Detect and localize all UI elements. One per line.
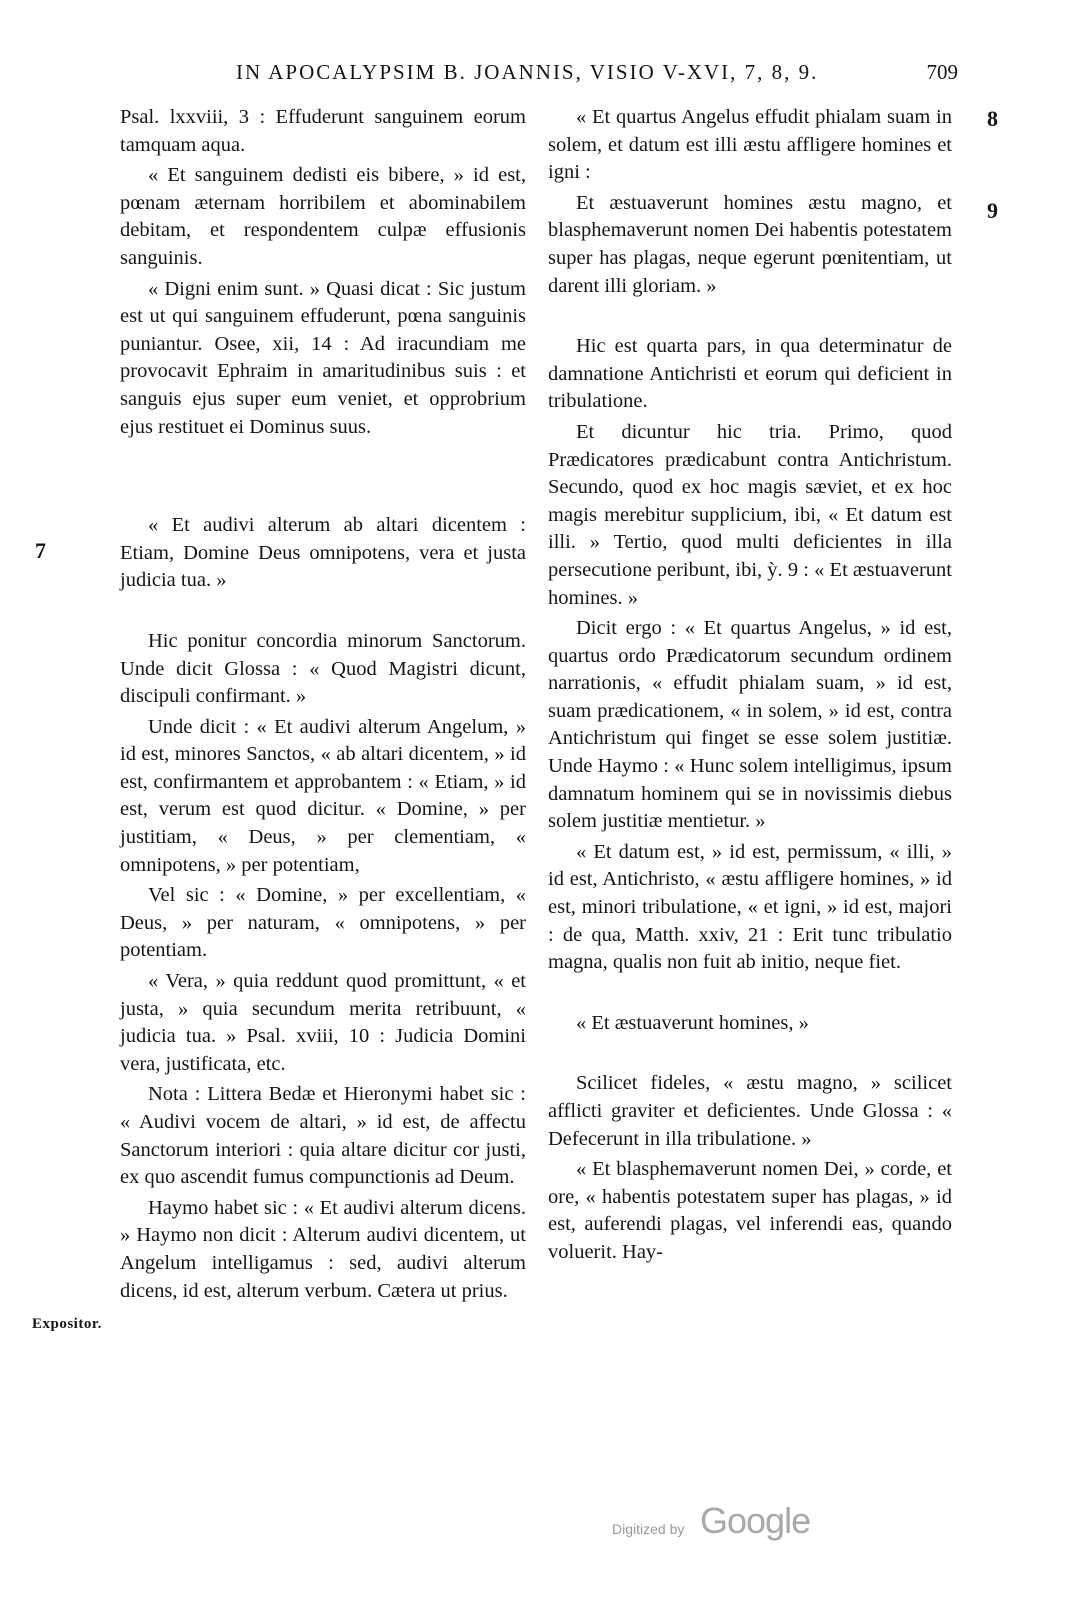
spacer: [120, 444, 526, 512]
paragraph: Unde dicit : « Et audivi alterum Angelum, » id est, minores Sanctos, « ab altari dicentem, » id est, confirmantem et approbantem : « Etiam, » id est, verum est quod dicitur. « Domine, » per justitiam, « Deus, » per clementiam, « omnipotens, » per potentiam,: [120, 715, 526, 876]
digitized-watermark: [612, 1500, 872, 1548]
scripture-verse: Et æstuaverunt homines æstu magno, et blasphemaverunt nomen Dei habentis potestatem super has plagas, neque egerunt pœnitentiam, ut darent illi gloriam. »: [548, 191, 952, 297]
paragraph: Nota : Littera Bedæ et Hieronymi habet sic : « Audivi vocem de altari, » id est, de affectu Sanctorum interiori : quia altare dicitur cor justi, ex quo ascendit fumus compunctionis ad Deum.: [120, 1083, 526, 1189]
digitized-label: Digitized by: [612, 1521, 685, 1537]
paragraph: Hic ponitur concordia minorum Sanctorum. Unde dicit Glossa : « Quod Magistri dicunt, discipuli confirmant. »: [120, 629, 526, 708]
paragraph: « Et sanguinem dedisti eis bibere, » id est, pœnam æternam horribilem et abominabilem debitam, et respondentem culpæ effusionis sanguinis.: [120, 164, 526, 269]
paragraph: « Et blasphemaverunt nomen Dei, » corde, et ore, « habentis potestatem super has plagas, » id est, auferendi plagas, vel inferendi eas, quando voluerit. Hay-: [548, 1158, 952, 1263]
scripture-verse: « Et audivi alterum ab altari dicentem : Etiam, Domine Deus omnipotens, vera et justa judicia tua. »: [120, 514, 526, 592]
verse-number-7: 7: [35, 538, 46, 563]
paragraph: « Digni enim sunt. » Quasi dicat : Sic justum est ut qui sanguinem effuderunt, pœna sanguinis puniantur. Osee, xii, 14 : Ad iracundiam me provocavit Ephraim in amaritudinibus suis : et sanguis ejus super eum veniet, et opprobrium ejus restituet ei Dominus suus.: [120, 277, 526, 438]
spacer: [120, 598, 526, 628]
scripture-verse: « Et æstuaverunt homines, »: [576, 1011, 809, 1034]
paragraph: Dicit ergo : « Et quartus Angelus, » id est, quartus ordo Prædicatorum secundum ordinem narrationis, « effudit phialam suam, » id est, suam prædicationem, « in solem, » id est, contra Antichristum qui finget se esse solem justitiæ. Unde Haymo : « Hunc solem intelligimus, ipsum damnatum hominem qui se in novissimis diebus solem justitiæ mentietur. »: [548, 617, 952, 833]
google-logo: Google: [700, 1500, 811, 1541]
spacer: [548, 1040, 952, 1070]
paragraph: Haymo habet sic : « Et audivi alterum dicens. » Haymo non dicit : Alterum audivi dicentem, ut Angelum intelligamus : sed, audivi alterum dicens, id est, alterum verbum. Cætera ut prius.: [120, 1196, 526, 1302]
spacer: [548, 980, 952, 1010]
right-column: [548, 104, 952, 1270]
left-column: [120, 104, 526, 1308]
scripture-verse: « Et quartus Angelus effudit phialam suam in solem, et datum est illi æstu affligere homines et igni :: [548, 106, 952, 184]
verse-number-9: 9: [987, 198, 998, 223]
paragraph: « Et datum est, » id est, permissum, « illi, » id est, Antichristo, « æstu affligere homines, » id est, minori tribulatione, « et igni, » id est, majori : de qua, Matth. xxiv, 21 : Erit tunc tribulatio magna, qualis non fuit ab initio, neque fiet.: [548, 840, 952, 974]
paragraph: Vel sic : « Domine, » per excellentiam, « Deus, » per naturam, « omnipotens, » per potentiam.: [120, 884, 526, 962]
paragraph: Hic est quarta pars, in qua determinatur de damnatione Antichristi et eorum qui deficient in tribulatione.: [548, 335, 952, 413]
running-title: IN APOCALYPSIM B. JOANNIS, VISIO V-XVI, 7, 8, 9.: [236, 60, 819, 84]
paragraph: Et dicuntur hic tria. Primo, quod Prædicatores prædicabunt contra Antichristum. Secundo, quod ex hoc magis sæviet, et ex hoc magis merebitur supplicium, ibi, « Et datum est illi. » Tertio, quod multi deficientes in illa persecutione peribunt, ibi, ỳ. 9 : « Et æstuaverunt homines. »: [548, 420, 952, 609]
expositor-note: Expositor.: [32, 1316, 102, 1332]
paragraph: « Vera, » quia reddunt quod promittunt, « et justa, » quia secundum merita retribuunt, « judicia tua. » Psal. xviii, 10 : Judicia Domini vera, justificata, etc.: [120, 970, 526, 1075]
page-number: 709: [926, 60, 958, 84]
paragraph: Scilicet fideles, « æstu magno, » scilicet afflicti graviter et deficientes. Unde Glossa : « Defecerunt in illa tribulatione. »: [548, 1072, 952, 1150]
spacer: [548, 303, 952, 333]
paragraph: Psal. lxxviii, 3 : Effuderunt sanguinem eorum tamquam aqua.: [120, 106, 526, 156]
verse-number-8: 8: [987, 106, 998, 131]
running-header: [118, 60, 988, 96]
